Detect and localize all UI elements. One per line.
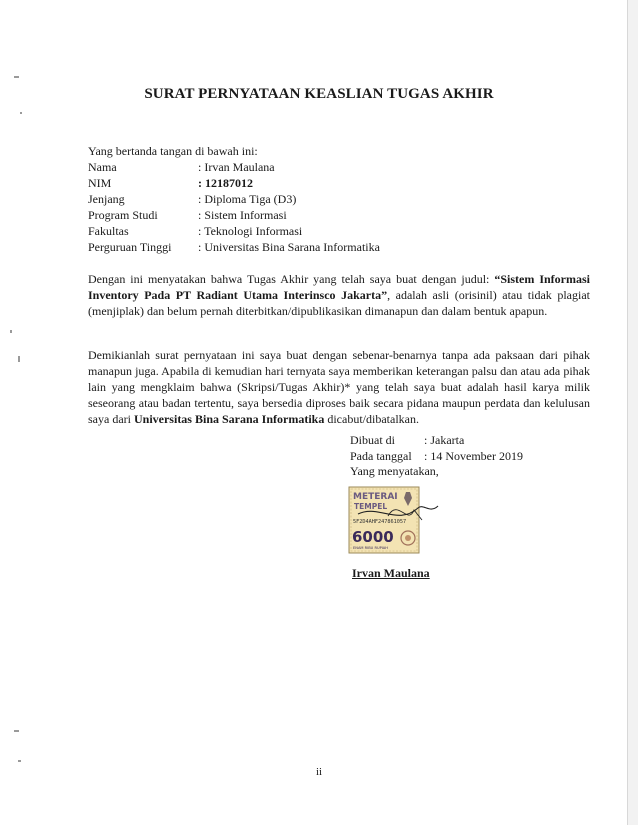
- page-number: ii: [315, 766, 323, 778]
- stamp-words: ENAM RIBU RUPIAH: [353, 546, 388, 550]
- paragraph-text: , adalah asli (orisinil) atau tidak plagiat (menjiplak) dan belum pernah diterbitkan/dipublikasikan dimanapun dan dalam bentuk apapun.: [88, 288, 591, 318]
- field-value: : Irvan Maulana: [198, 160, 275, 174]
- field-row-university: [88, 239, 380, 255]
- place-label: Dibuat di: [350, 433, 395, 447]
- field-row-name: [88, 159, 380, 175]
- field-row-program: [88, 207, 380, 223]
- date-row: [350, 448, 523, 464]
- field-label: NIM: [88, 176, 112, 190]
- stamp-code: 5F2D4AHF247861057: [353, 519, 407, 525]
- field-value: : Teknologi Informasi: [198, 224, 303, 238]
- field-row-faculty: [88, 223, 380, 239]
- field-value: : Diploma Tiga (D3): [198, 192, 297, 206]
- scan-speck: [18, 356, 20, 362]
- field-label: Program Studi: [88, 208, 158, 222]
- document-title: SURAT PERNYATAAN KEASLIAN TUGAS AKHIR: [144, 86, 494, 102]
- scan-speck: [14, 730, 19, 732]
- scan-edge: [627, 0, 638, 825]
- declaration-paragraph: [88, 347, 590, 427]
- place-row: [350, 432, 523, 448]
- paragraph-text: Demikianlah surat pernyataan ini saya buat dengan sebenar-benarnya tanpa ada paksaan dari pihak manapun juga. Apabila di kemudian hari ternyata saya memberikan keterangan palsu dan atau ada pihak lain yang mengklaim bahwa (Skripsi/Tugas Akhir)* yang telah saya buat adalah hasil karya milik seseorang atau badan tertentu, saya bersedia diproses baik secara pidana maupun perdata dan kelulusan saya dari: [88, 348, 590, 426]
- scan-speck: [14, 76, 19, 78]
- signature-closing: Yang menyatakan,: [350, 464, 439, 478]
- field-label: Nama: [88, 160, 117, 174]
- scan-speck: [18, 760, 21, 762]
- stamp-line2: TEMPEL: [354, 502, 388, 511]
- field-value: : Sistem Informasi: [198, 208, 287, 222]
- revenue-stamp-icon: [348, 486, 440, 554]
- identity-fields: [88, 159, 380, 255]
- stamp-value: 6000: [352, 528, 394, 546]
- stamp-line1: METERAI: [353, 492, 398, 502]
- place-value: : Jakarta: [424, 433, 465, 447]
- field-label: Fakultas: [88, 224, 129, 238]
- paragraph-text: Dengan ini menyatakan bahwa Tugas Akhir yang telah saya buat dengan judul:: [88, 272, 495, 286]
- intro-text: Yang bertanda tangan di bawah ini:: [88, 144, 258, 158]
- field-label: Perguruan Tinggi: [88, 240, 172, 254]
- field-row-level: [88, 191, 380, 207]
- scan-speck: [10, 330, 12, 333]
- date-label: Pada tanggal: [350, 449, 412, 463]
- date-value: : 14 November 2019: [424, 449, 523, 463]
- thesis-title: “Sistem Informasi Inventory Pada PT Radiant Utama Interinsco Jakarta”: [88, 272, 590, 302]
- signer-name: Irvan Maulana: [352, 566, 430, 580]
- field-row-nim: [88, 175, 380, 191]
- paragraph-text: dicabut/dibatalkan.: [324, 412, 419, 426]
- statement-paragraph: [88, 271, 590, 319]
- scan-speck: [20, 112, 22, 114]
- field-value: : Universitas Bina Sarana Informatika: [198, 240, 380, 254]
- field-value: : 12187012: [198, 176, 253, 190]
- university-name: Universitas Bina Sarana Informatika: [133, 412, 325, 426]
- field-label: Jenjang: [88, 192, 125, 206]
- signature-details: [350, 432, 523, 464]
